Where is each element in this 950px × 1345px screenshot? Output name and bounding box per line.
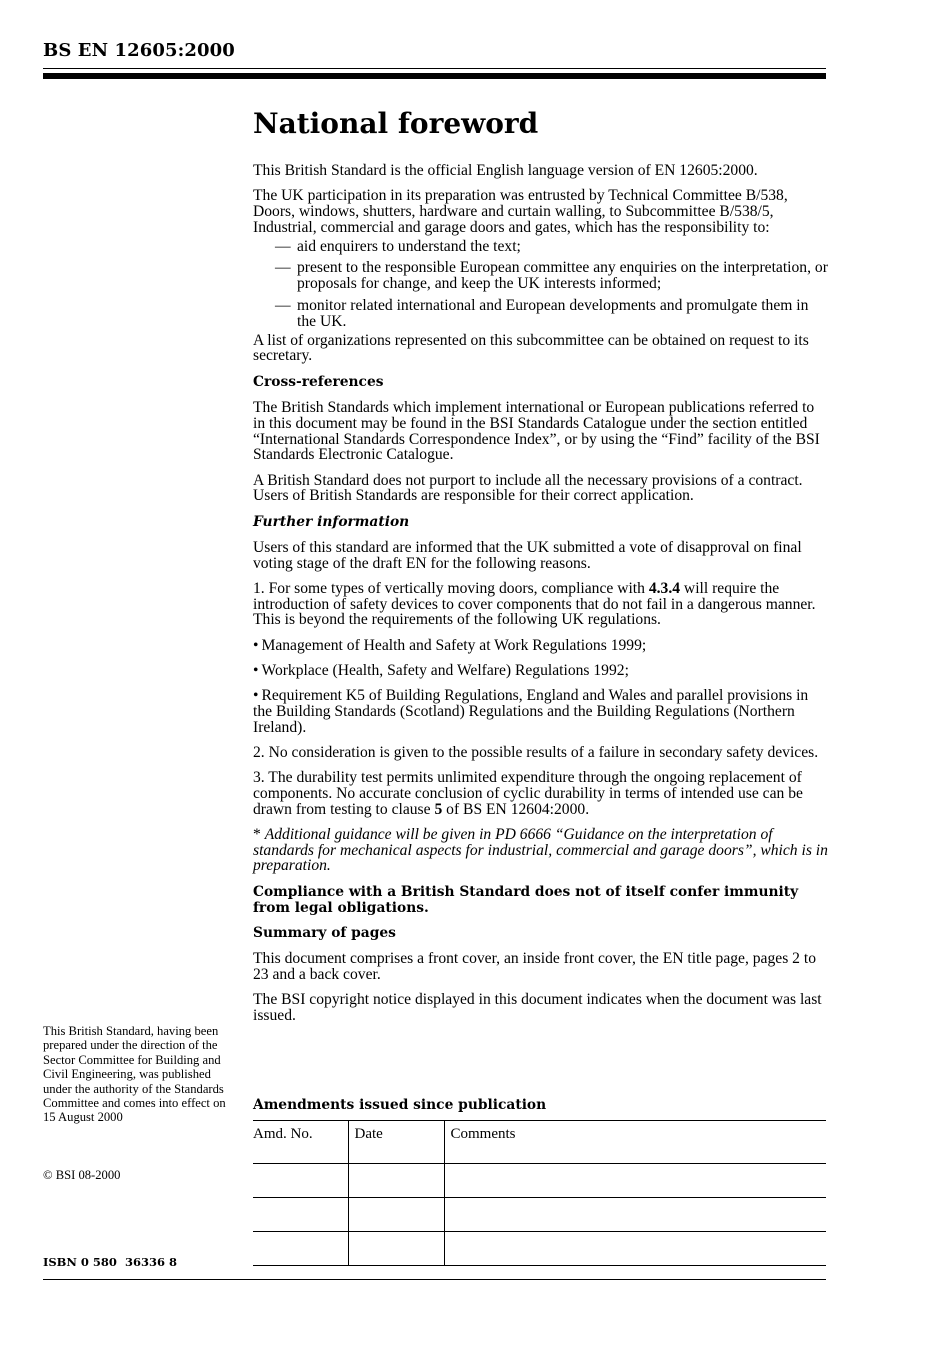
reason-3-text-end: of BS EN 12604:2000. — [442, 800, 590, 818]
bullet-text: Workplace (Health, Safety and Welfare) Regulations 1992; — [261, 661, 629, 679]
dash-mark: — — [275, 296, 291, 314]
heading-cross-references: Cross-references — [253, 373, 384, 390]
table-cell — [444, 1232, 826, 1266]
table-row — [253, 1232, 826, 1266]
bullet-item — [253, 638, 828, 654]
table-cell — [348, 1198, 444, 1232]
table-row — [253, 1164, 826, 1198]
table-cell — [444, 1164, 826, 1198]
isbn-number: ISBN 0 580 36336 8 — [43, 1255, 177, 1269]
heading-further-information: Further information — [253, 513, 410, 530]
list-item-text: monitor related international and European developments and promulgate them in the UK. — [297, 296, 809, 330]
paragraph-summary-of-pages: This document comprises a front cover, an inside front cover, the EN title page, pages 2 to 23 and a back cover. — [253, 950, 816, 984]
table-cell — [348, 1164, 444, 1198]
amendments-heading: Amendments issued since publication — [253, 1097, 547, 1113]
foreword-body — [253, 163, 828, 1033]
header-rule-thin — [43, 68, 826, 69]
bullet-text: Management of Health and Safety at Work Regulations 1999; — [261, 636, 647, 654]
responsibility-list — [253, 239, 828, 330]
footnote-marker: * — [253, 825, 265, 843]
reason-3-text-start: 3. The durability test permits unlimited expenditure through the ongoing replacement of components. No accurate conclusion of cyclic durability in terms of intended use can be drawn from testing to clause — [253, 769, 803, 818]
paragraph-copyright-notice: The BSI copyright notice displayed in this document indicates when the document was last issued. — [253, 991, 822, 1025]
list-item — [253, 239, 828, 255]
column-header-comments: Comments — [444, 1121, 826, 1164]
bullet-text: Requirement K5 of Building Regulations, England and Wales and parallel provisions in the Building Standards (Scotland) Regulations and the Building Regulations (Northern Ireland). — [253, 687, 809, 736]
table-cell — [253, 1232, 348, 1266]
document-id: BS EN 12605:2000 — [43, 40, 235, 61]
paragraph-subcommittee-list: A list of organizations represented on this subcommittee can be obtained on request to its secretary. — [253, 331, 809, 365]
list-item — [253, 260, 828, 292]
column-header-amd-no: Amd. No. — [253, 1121, 348, 1164]
footnote — [253, 827, 828, 874]
reason-1 — [253, 581, 828, 628]
paragraph-cross-references: The British Standards which implement international or European publications referred to in this document may be found in the BSI Standards Catalogue under the section entitled “International Standards Correspondence Index”, or by using the “Find” facility of the BSI Standards Electronic Catalogue. — [253, 398, 820, 464]
bullet-item — [253, 663, 828, 679]
paragraph-contract-provisions: A British Standard does not purport to include all the necessary provisions of a contract. Users of British Standards are responsible for their correct application. — [253, 471, 803, 505]
paragraph-official-version: This British Standard is the official English language version of EN 12605:2000. — [253, 162, 758, 179]
list-item-text: present to the responsible European committee any enquiries on the interpretation, or proposals for change, and keep the UK interests informed; — [297, 259, 828, 293]
table-cell — [253, 1164, 348, 1198]
reason-1-text-end: will require the introduction of safety devices to cover components that do not fail in a dangerous manner. This is beyond the requirements of the following UK regulations. — [253, 579, 816, 629]
paragraph-uk-participation: The UK participation in its preparation was entrusted by Technical Committee B/538, Doors, windows, shutters, hardware and curtain walling, to Subcommittee B/538/5, Industrial, commercial and garage doors and gates, which has the responsibility to: — [253, 187, 788, 236]
amendments-table — [253, 1120, 826, 1266]
table-cell — [444, 1198, 826, 1232]
reason-3 — [253, 770, 828, 817]
footnote-text: Additional guidance will be given in PD 6666 “Guidance on the interpretation of standards for mechanical aspects for industrial, commercial and garage doors”, which is in preparation. — [253, 825, 828, 875]
bullet-icon: • — [253, 661, 259, 679]
header-rule-thick — [43, 73, 826, 79]
table-cell — [348, 1232, 444, 1266]
heading-summary-of-pages: Summary of pages — [253, 924, 396, 941]
paragraph-disapproval-vote: Users of this standard are informed that the UK submitted a vote of disapproval on final voting stage of the draft EN for the following reasons. — [253, 538, 802, 572]
bullet-item — [253, 688, 828, 735]
list-item-text: aid enquirers to understand the text; — [297, 237, 521, 255]
list-item — [253, 298, 828, 330]
table-header-row — [253, 1121, 826, 1164]
reason-2: 2. No consideration is given to the possible results of a failure in secondary safety devices. — [253, 743, 819, 761]
copyright-line: © BSI 08-2000 — [43, 1168, 121, 1182]
dash-mark: — — [275, 259, 291, 277]
clause-reference: 5 — [434, 800, 443, 818]
compliance-statement: Compliance with a British Standard does not of itself confer immunity from legal obligations. — [253, 883, 799, 916]
clause-reference: 4.3.4 — [648, 579, 681, 597]
column-header-date: Date — [348, 1121, 444, 1164]
reason-1-text-start: 1. For some types of vertically moving doors, compliance with — [253, 579, 649, 597]
footer-rule — [43, 1279, 826, 1280]
table-cell — [253, 1198, 348, 1232]
bullet-icon: • — [253, 687, 259, 705]
page-title: National foreword — [253, 107, 539, 140]
dash-mark: — — [275, 237, 291, 255]
publication-note: This British Standard, having been prepared under the direction of the Sector Committee for Building and Civil Engineering, was published under the authority of the Standards Committee and comes into effect on 15 August 2000 — [43, 1024, 226, 1125]
bullet-icon: • — [253, 636, 259, 654]
table-row — [253, 1198, 826, 1232]
